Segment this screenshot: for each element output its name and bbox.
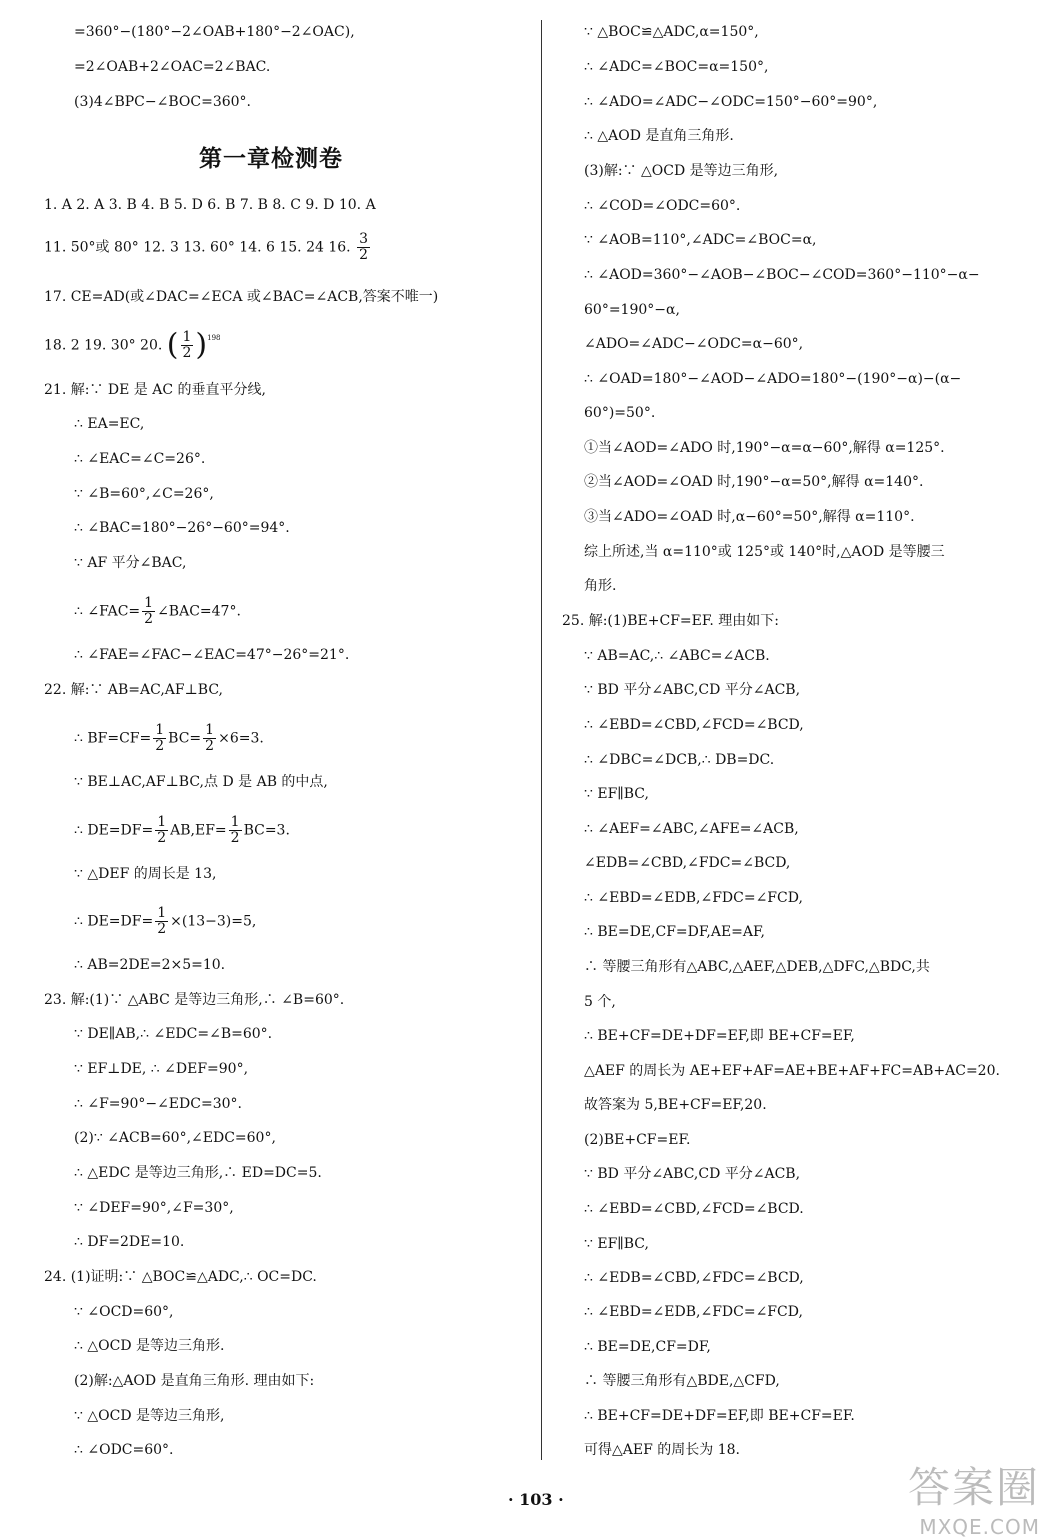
text-line: ∴ ∠FAC= $\frac{1}{2}$ ∠BAC=47°. — [74, 595, 241, 627]
fraction: $\frac{3}{2}$ — [359, 231, 368, 263]
text-line: ∵ ∠AOB=110°,∠ADC=∠BOC=α, — [584, 232, 817, 248]
watermark-text: 答案圈 — [907, 1463, 1040, 1512]
fraction: $\frac{1}{2}$ — [155, 722, 165, 754]
text-line: ③当∠ADO=∠OAD 时,α−60°=50°,解得 α=110°. — [584, 509, 915, 525]
fraction: $\frac{1}{2}$ — [182, 329, 192, 361]
text-line: =2∠OAB+2∠OAC=2∠BAC. — [74, 59, 271, 75]
text-line: ∵ AB=AC,∴ ∠ABC=∠ACB. — [584, 648, 770, 664]
text-line: 60°)=50°. — [584, 405, 656, 421]
text-line: ∵ BE⊥AC,AF⊥BC,点 D 是 AB 的中点, — [74, 774, 328, 790]
text-line: 故答案为 5,BE+CF=EF,20. — [584, 1097, 767, 1113]
text-line: ∴ 等腰三角形有△BDE,△CFD, — [584, 1373, 780, 1389]
watermark-url: MXQE.COM — [919, 1515, 1040, 1539]
fraction: $\frac{1}{2}$ — [157, 905, 167, 937]
text-line: (2)BE+CF=EF. — [584, 1132, 691, 1148]
text-line: ∴ ∠ADO=∠ADC−∠ODC=150°−60°=90°, — [584, 94, 878, 110]
text-line: △AEF 的周长为 AE+EF+AF=AE+BE+AF+FC=AB+AC=20. — [584, 1063, 1000, 1079]
text-line: ∵ △OCD 是等边三角形, — [74, 1408, 225, 1424]
fraction: $\frac{1}{2}$ — [205, 722, 215, 754]
text-line: ∴ BE+CF=DE+DF=EF,即 BE+CF=EF, — [584, 1028, 855, 1044]
text-line: ∴ ∠EDB=∠CBD,∠FDC=∠BCD, — [584, 1270, 804, 1286]
watermark-logo — [870, 1455, 1040, 1539]
text-line: 可得△AEF 的周长为 18. — [584, 1442, 740, 1458]
fraction: $\frac{1}{2}$ — [230, 814, 240, 846]
text-line: ∵ ∠OCD=60°, — [74, 1304, 174, 1320]
text-line: ∵ EF∥BC, — [584, 786, 649, 802]
text-line: ∴ BE=DE,CF=DF,AE=AF, — [584, 924, 766, 940]
text-line: (2)∵ ∠ACB=60°,∠EDC=60°, — [74, 1130, 276, 1146]
text-line: 角形. — [584, 578, 617, 594]
fraction: $\frac{1}{2}$ — [157, 814, 167, 846]
fraction: $\frac{1}{2}$ — [144, 595, 154, 627]
text-line: ∴ EA=EC, — [74, 416, 145, 432]
answer-row: 1. A 2. A 3. B 4. B 5. D 6. B 7. B 8. C 9. D 10. A — [44, 197, 376, 213]
text-line: ∠EDB=∠CBD,∠FDC=∠BCD, — [584, 855, 791, 871]
page-number: · 103 · — [508, 1490, 564, 1509]
text-line: ∴ ∠EBD=∠CBD,∠FCD=∠BCD. — [584, 1201, 804, 1217]
text-line: ∵ △BOC≌△ADC,α=150°, — [584, 24, 759, 40]
text-line: 综上所述,当 α=110°或 125°或 140°时,△AOD 是等腰三 — [584, 544, 945, 560]
text-line: ∴ AB=2DE=2×5=10. — [74, 957, 226, 973]
text-line: ∴ ∠EAC=∠C=26°. — [74, 451, 206, 467]
text-line: 5 个, — [584, 994, 616, 1010]
text-line: ∠ADO=∠ADC−∠ODC=α−60°, — [584, 336, 804, 352]
text-line: ∴ ∠ODC=60°. — [74, 1442, 174, 1458]
text-line: ∴ ∠COD=∠ODC=60°. — [584, 198, 741, 214]
text-line: ∴ DF=2DE=10. — [74, 1234, 185, 1250]
text-line: ∴ ∠ADC=∠BOC=α=150°, — [584, 59, 769, 75]
text-line: ∴ ∠FAE=∠FAC−∠EAC=47°−26°=21°. — [74, 647, 350, 663]
text-line: ②当∠AOD=∠OAD 时,190°−α=50°,解得 α=140°. — [584, 474, 924, 490]
exponent: 198 — [207, 334, 221, 342]
answer-row: 18. 2 19. 30° 20. ( $\frac{1}{2}$ )$^{198}$ — [44, 327, 221, 363]
text-line: ∴ △OCD 是等边三角形. — [74, 1338, 225, 1354]
answer-row: 17. CE=AD(或∠DAC=∠ECA 或∠BAC=∠ACB,答案不唯一) — [44, 289, 439, 305]
text-line: ∵ BD 平分∠ABC,CD 平分∠ACB, — [584, 1166, 801, 1182]
text-line: ∵ EF∥BC, — [584, 1236, 649, 1252]
text-line: ∴ DE=DF= $\frac{1}{2}$ AB,EF= $\frac{1}{2}$ BC=3. — [74, 814, 290, 846]
text-line: ∴ ∠EBD=∠CBD,∠FCD=∠BCD, — [584, 717, 804, 733]
text-line: ∵ BD 平分∠ABC,CD 平分∠ACB, — [584, 682, 801, 698]
column-divider — [541, 20, 542, 1460]
text-line: ∴ ∠DBC=∠DCB,∴ DB=DC. — [584, 752, 775, 768]
text-line: (3)解:∵ △OCD 是等边三角形, — [584, 163, 779, 179]
text-line: ∴ ∠F=90°−∠EDC=30°. — [74, 1096, 242, 1112]
text-line: ∵ EF⊥DE, ∴ ∠DEF=90°, — [74, 1061, 249, 1077]
text-line: ∵ △DEF 的周长是 13, — [74, 866, 217, 882]
text-line: ∴ △AOD 是直角三角形. — [584, 128, 734, 144]
text-line: ∴ ∠BAC=180°−26°−60°=94°. — [74, 520, 290, 536]
answer-text: 11. 50°或 80° 12. 3 13. 60° 14. 6 15. 24 16. — [44, 239, 351, 256]
text-line: 23. 解:(1)∵ △ABC 是等边三角形,∴ ∠B=60°. — [44, 992, 345, 1008]
answer-row — [44, 232, 372, 263]
text-line: (3)4∠BPC−∠BOC=360°. — [74, 94, 251, 110]
text-line: ∴ ∠EBD=∠EDB,∠FDC=∠FCD, — [584, 1304, 803, 1320]
text-line: ∴ BF=CF= $\frac{1}{2}$ BC= $\frac{1}{2}$ ×6=3. — [74, 722, 264, 754]
text-line: ∵ ∠DEF=90°,∠F=30°, — [74, 1200, 234, 1216]
text-line: 21. 解:∵ DE 是 AC 的垂直平分线, — [44, 382, 266, 398]
text-line: ∴ 等腰三角形有△ABC,△AEF,△DEB,△DFC,△BDC,共 — [584, 959, 930, 975]
text-line: ∴ BE=DE,CF=DF, — [584, 1339, 711, 1355]
text-line: 22. 解:∵ AB=AC,AF⊥BC, — [44, 682, 223, 698]
text-line: ∴ ∠AEF=∠ABC,∠AFE=∠ACB, — [584, 821, 799, 837]
text-line: 60°=190°−α, — [584, 302, 680, 318]
text-line: ∴ ∠OAD=180°−∠AOD−∠ADO=180°−(190°−α)−(α− — [584, 371, 962, 387]
section-title: 第一章检测卷 — [199, 146, 343, 172]
text-line: ∴ ∠EBD=∠EDB,∠FDC=∠FCD, — [584, 890, 803, 906]
text-line: ∵ AF 平分∠BAC, — [74, 555, 187, 571]
text-line: ∵ DE∥AB,∴ ∠EDC=∠B=60°. — [74, 1026, 273, 1042]
text-line: 25. 解:(1)BE+CF=EF. 理由如下: — [562, 613, 780, 629]
text-line: ∴ DE=DF= $\frac{1}{2}$ ×(13−3)=5, — [74, 905, 257, 937]
answer-text: 18. 2 19. 30° 20. — [44, 337, 163, 354]
text-line: ∴ △EDC 是等边三角形,∴ ED=DC=5. — [74, 1165, 322, 1181]
text-line: (2)解:△AOD 是直角三角形. 理由如下: — [74, 1373, 315, 1389]
text-line: 24. (1)证明:∵ △BOC≌△ADC,∴ OC=DC. — [44, 1269, 317, 1285]
text-line: ∵ ∠B=60°,∠C=26°, — [74, 486, 214, 502]
text-line: =360°−(180°−2∠OAB+180°−2∠OAC), — [74, 24, 355, 40]
text-line: ∴ ∠AOD=360°−∠AOB−∠BOC−∠COD=360°−110°−α− — [584, 267, 980, 283]
text-line: ①当∠AOD=∠ADO 时,190°−α=α−60°,解得 α=125°. — [584, 440, 945, 456]
text-line: ∴ BE+CF=DE+DF=EF,即 BE+CF=EF. — [584, 1408, 855, 1424]
